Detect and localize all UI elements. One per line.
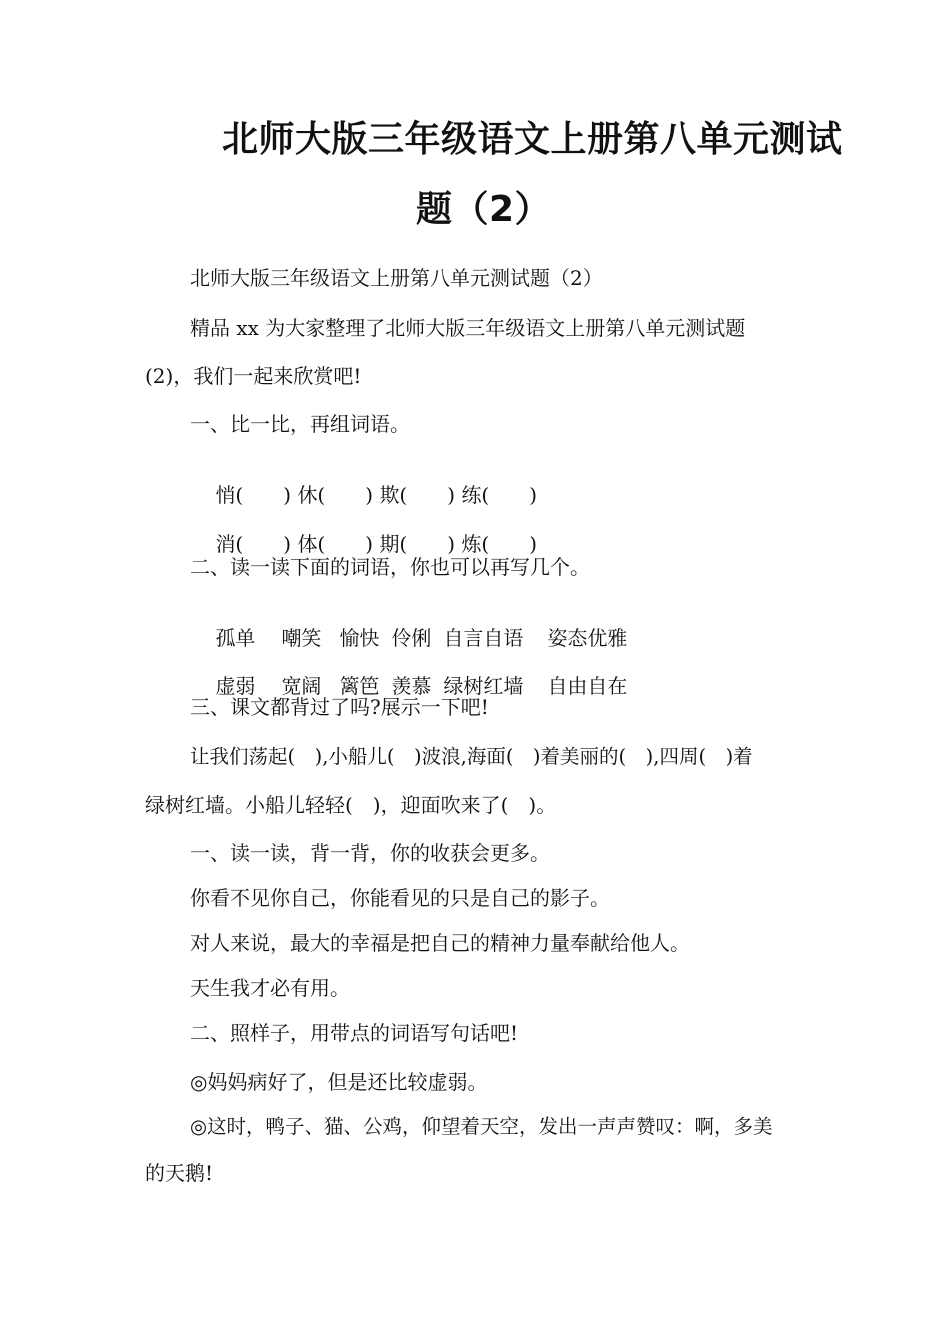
intro-text: 精品 xx 为大家整理了北师大版三年级语文上册第八单元测试题 — [190, 316, 746, 340]
word-item: 伶俐 — [391, 626, 432, 650]
word-item: 孤单 — [215, 626, 256, 650]
section1-heading: 一、比一比，再组词语。 — [190, 412, 410, 436]
part2-heading2: 二、照样子，用带点的词语写句话吧! — [190, 1021, 519, 1045]
example-2-line1: ◎这时，鸭子、猫、公鸡，仰望着天空，发出一声声赞叹：啊，多美 — [190, 1115, 773, 1138]
document-title-line1: 北师大版三年级语文上册第八单元测试 — [222, 119, 843, 160]
part2-heading1: 一、读一读，背一背，你的收获会更多。 — [190, 841, 550, 865]
word-item: 羡慕 — [391, 674, 432, 698]
word-item: 姿态优雅 — [547, 626, 628, 650]
intro-paragraph-line2: (2)，我们一起来欣赏吧! — [145, 364, 362, 388]
word-item: 篱笆 — [339, 674, 380, 698]
recite-line1: 让我们荡起( ),小船儿( )波浪,海面( )着美丽的( ),四周( )着 — [190, 745, 753, 768]
word-item: 自言自语 — [443, 626, 524, 650]
document-title-line2: 题（2） — [416, 189, 552, 230]
compare-item: 欺( ) — [379, 483, 456, 507]
compare-item: 体( ) — [297, 532, 374, 556]
example-2-line2: 的天鹅! — [145, 1161, 214, 1185]
compare-item: 炼( ) — [461, 532, 538, 556]
section2-heading: 二、读一读下面的词语，你也可以再写几个。 — [190, 555, 590, 579]
compare-item: 休( ) — [297, 483, 374, 507]
recite-line2: 绿树红墙。小船儿轻轻( )，迎面吹来了( )。 — [145, 793, 557, 817]
quote-3: 天生我才必有用。 — [190, 976, 350, 1000]
word-item: 愉快 — [339, 626, 380, 650]
compare-item: 消( ) — [215, 532, 292, 556]
example-1: ◎妈妈病好了，但是还比较虚弱。 — [190, 1070, 488, 1094]
word-item: 宽阔 — [281, 674, 322, 698]
word-item: 自由自在 — [547, 674, 628, 698]
quote-1: 你看不见你自己，你能看见的只是自己的影子。 — [190, 886, 610, 910]
word-item: 虚弱 — [215, 674, 256, 698]
compare-item: 练( ) — [461, 483, 538, 507]
compare-item: 期( ) — [379, 532, 456, 556]
quote-2: 对人来说，最大的幸福是把自己的精神力量奉献给他人。 — [190, 931, 690, 955]
document-subtitle: 北师大版三年级语文上册第八单元测试题（2） — [190, 266, 603, 290]
section3-heading: 三、课文都背过了吗?展示一下吧! — [190, 695, 489, 719]
compare-item: 悄( ) — [215, 483, 292, 507]
intro-paragraph-line1 — [190, 315, 806, 341]
word-item: 嘲笑 — [281, 626, 322, 650]
word-item: 绿树红墙 — [443, 674, 524, 698]
